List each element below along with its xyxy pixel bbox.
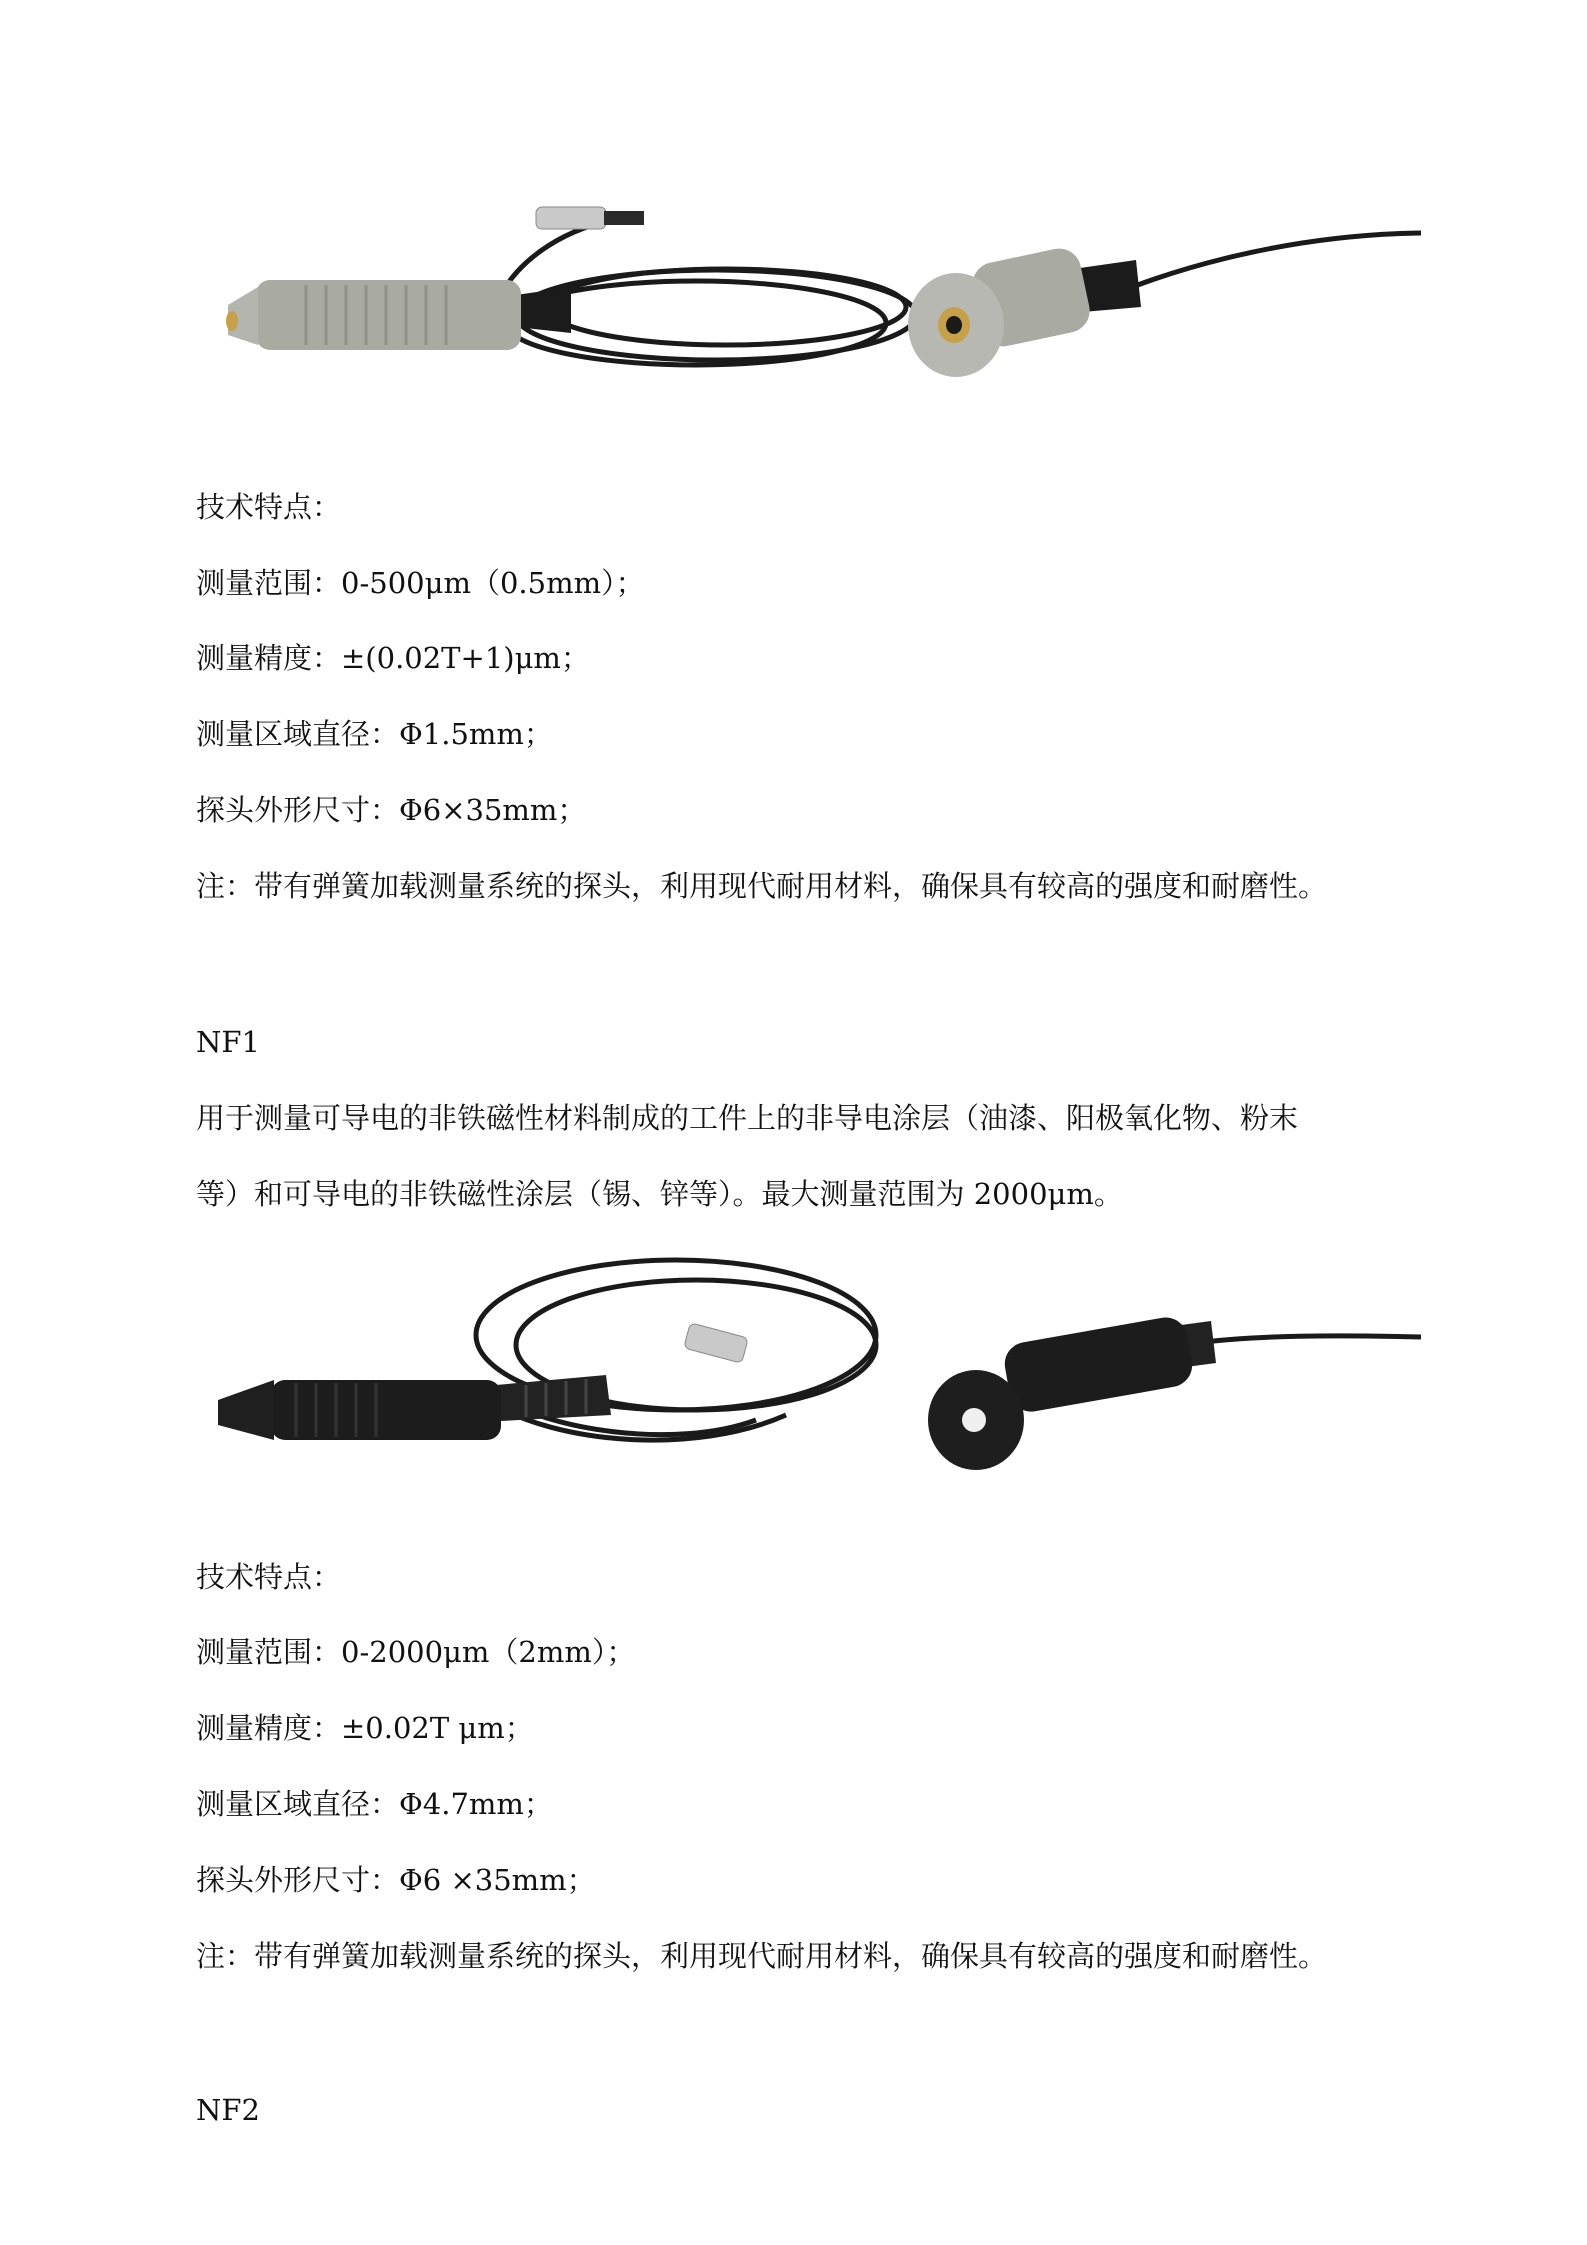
- nf1-size: 探头外形尺寸：Φ6 ×35mm；: [196, 1863, 596, 1897]
- nf1-heading: 技术特点：: [196, 1560, 342, 1594]
- nf1-desc-line1: 用于测量可导电的非铁磁性材料制成的工件上的非导电涂层（油漆、阳极氧化物、粉末: [196, 1101, 1299, 1135]
- section1-accuracy: 测量精度：±(0.02T+1)μm；: [196, 641, 590, 675]
- probe-photo-black: [196, 1245, 1421, 1485]
- nf1-accuracy: 测量精度：±0.02T μm；: [196, 1711, 534, 1745]
- nf1-note: 注：带有弹簧加载测量系统的探头，利用现代耐用材料，确保具有较高的强度和耐磨性。: [196, 1939, 1328, 1973]
- probe-photo-grey: [196, 195, 1421, 425]
- section1-size: 探头外形尺寸：Φ6×35mm；: [196, 793, 587, 827]
- section1-note: 注：带有弹簧加载测量系统的探头，利用现代耐用材料，确保具有较高的强度和耐磨性。: [196, 869, 1328, 903]
- nf1-desc-line2: 等）和可导电的非铁磁性涂层（锡、锌等）。最大测量范围为 2000μm。: [196, 1177, 1123, 1211]
- nf2-title: NF2: [196, 2093, 260, 2127]
- nf1-title: NF1: [196, 1025, 260, 1059]
- section1-range: 测量范围：0-500μm（0.5mm）；: [196, 566, 645, 600]
- nf1-range: 测量范围：0-2000μm（2mm）；: [196, 1635, 636, 1669]
- section1-heading: 技术特点：: [196, 490, 342, 524]
- section1-area: 测量区域直径：Φ1.5mm；: [196, 717, 553, 751]
- nf1-area: 测量区域直径：Φ4.7mm；: [196, 1787, 553, 1821]
